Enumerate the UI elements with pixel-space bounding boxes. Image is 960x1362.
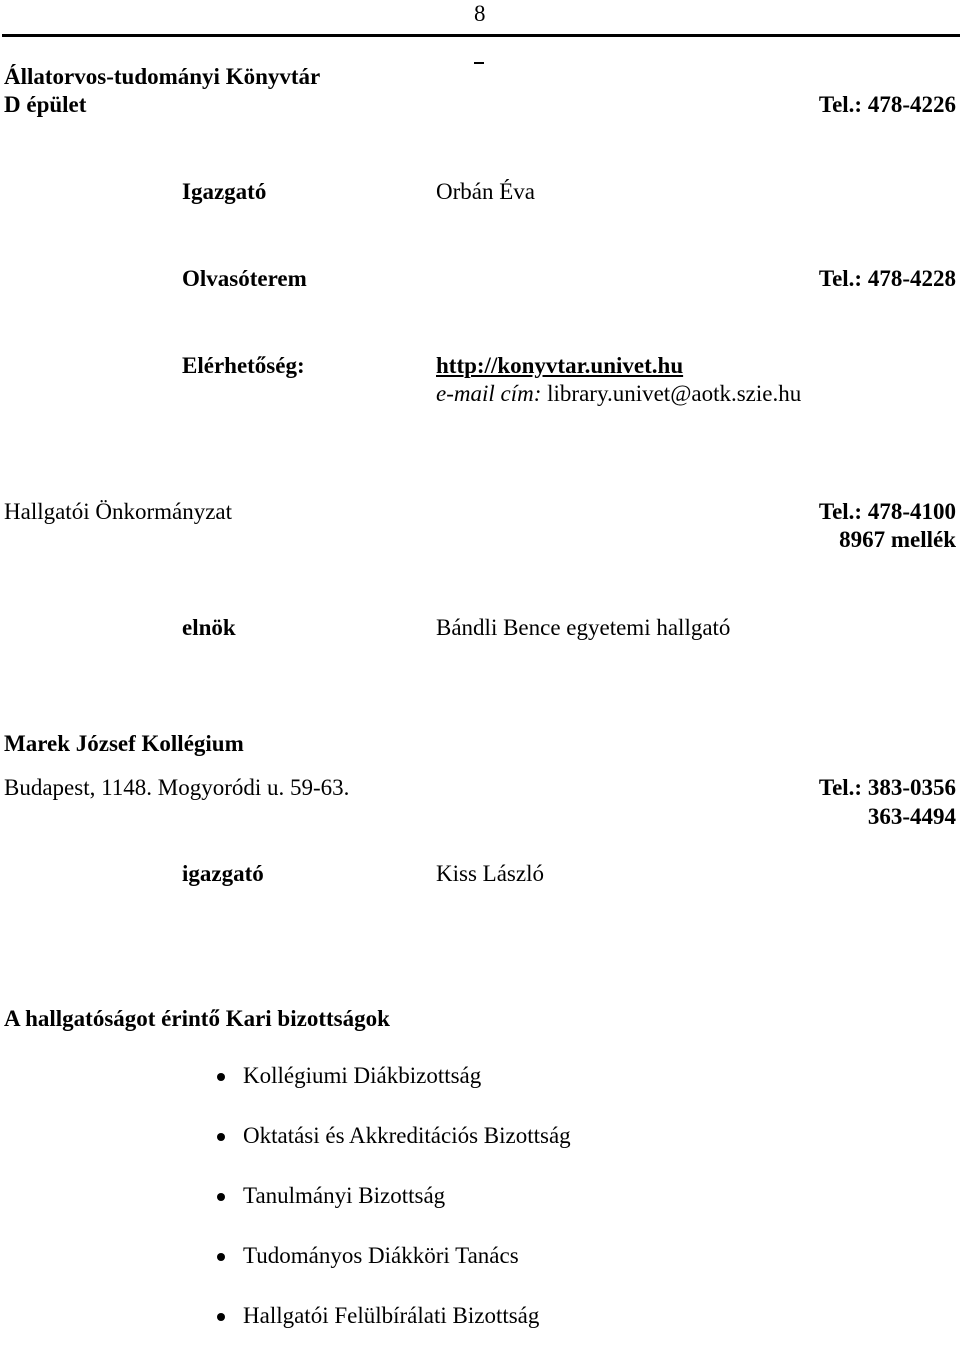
dormitory-phone: Tel.: 383-0356 [818,775,956,800]
header-rule [2,34,960,37]
library-director-name: Orbán Éva [436,179,535,204]
bullet-icon [217,1073,225,1081]
library-building: D épület [4,92,87,117]
reading-room-phone: Tel.: 478-4228 [818,266,956,291]
header-dash [474,62,484,64]
bullet-icon [217,1133,225,1141]
committee-name: Hallgatói Felülbírálati Bizottság [243,1303,540,1328]
student-gov-phone-text: Tel.: 478-4100 [818,499,956,524]
student-gov-title: Hallgatói Önkormányzat [4,499,233,524]
student-gov-extension: 8967 mellék [839,527,956,552]
page-number: 8 [474,1,486,26]
bullet-icon [217,1253,225,1261]
committee-name: Tanulmányi Bizottság [243,1183,446,1208]
dormitory-address: Budapest, 1148. Mogyoródi u. 59-63. [4,775,350,800]
student-gov-phone [819,498,956,526]
library-title: Állatorvos-tudományi Könyvtár [4,64,321,89]
president-name: Bándli Bence egyetemi hallgató [436,615,731,640]
committee-name: Kollégiumi Diákbizottság [243,1063,482,1088]
contact-label: Elérhetőség: [182,353,305,378]
library-url-link[interactable]: http://konyvtar.univet.hu [436,353,684,378]
library-director-label: Igazgató [182,179,267,204]
committee-name: Tudományos Diákköri Tanács [243,1243,519,1268]
bullet-icon [217,1193,225,1201]
email-label: e-mail cím: [436,381,542,406]
president-label: elnök [182,615,236,640]
dormitory-director-label: igazgató [182,861,264,886]
dormitory-phone2: 363-4494 [867,804,956,829]
dormitory-director-name: Kiss László [436,861,544,886]
reading-room-label: Olvasóterem [182,266,307,291]
committees-title: A hallgatóságot érintő Kari bizottságok [4,1006,390,1031]
bullet-icon [217,1313,225,1321]
library-phone: Tel.: 478-4226 [818,92,956,117]
library-email-line [436,380,801,408]
library-email[interactable]: library.univet@aotk.szie.hu [547,381,802,406]
committee-name: Oktatási és Akkreditációs Bizottság [243,1123,571,1148]
dormitory-title: Marek József Kollégium [4,731,244,756]
